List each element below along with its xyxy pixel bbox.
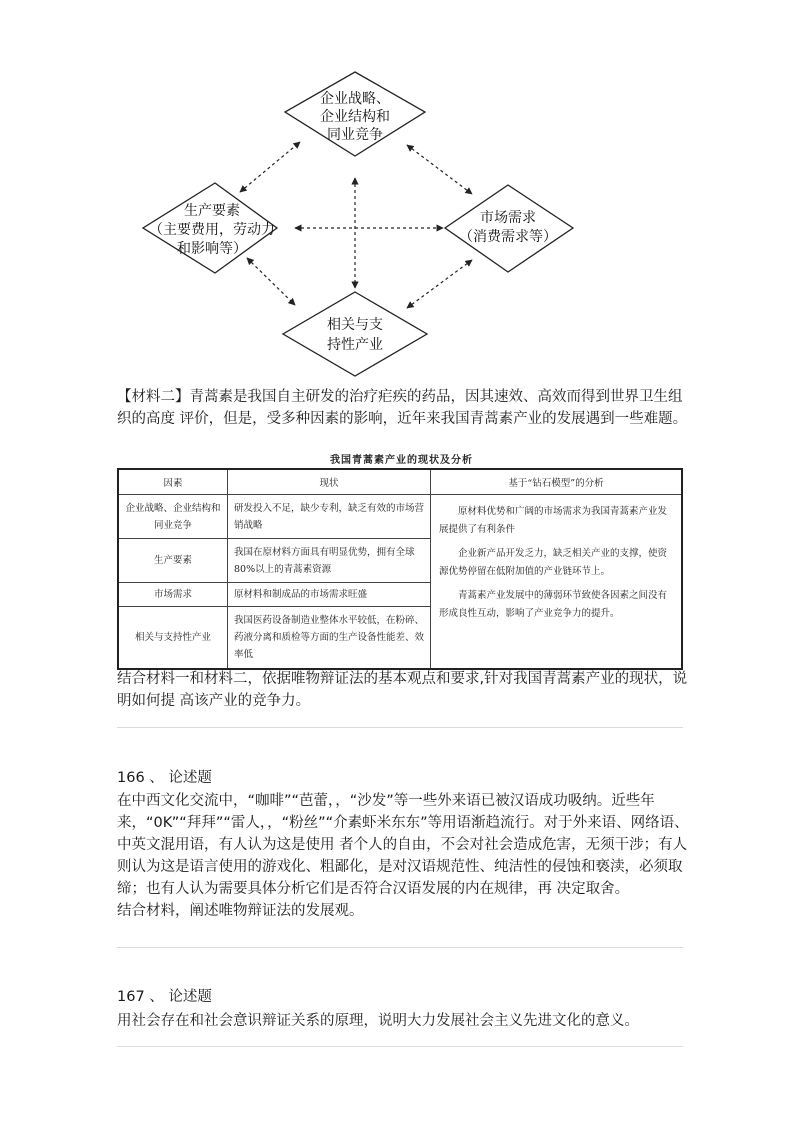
question-167-body [117, 1010, 689, 1032]
diamond-model-diagram [115, 70, 695, 390]
row-status: 我国医药设备制造业整体水平较低，在粉碎、药液分离和质检等方面的生产设备性能差、效率低 [228, 607, 431, 669]
row-factor: 市场需求 [118, 583, 228, 607]
diagram-left-line1: 生产要素 [184, 203, 240, 219]
question-167-header: 167 、 论述题 [117, 989, 212, 1005]
row-factor: 生产要素 [118, 539, 228, 583]
diagram-bottom-line2: 持性产业 [327, 337, 383, 353]
question-166-header: 166 、 论述题 [117, 770, 212, 786]
table-header-row [118, 469, 682, 495]
diagram-top-line3: 同业竞争 [327, 127, 383, 143]
section-divider [117, 727, 683, 728]
question-166-material: 在中西文化交流中，“咖啡”“芭蕾，，“沙发”等一些外来语已被汉语成功吸纳。近些年来，“0K”“拜拜”“雷人，，“粉丝”“介素虾米东东”等用语渐趋流行。对于外来语、网络语、中英文混用语，有人认为这是使用 者个人的自由，不会对社会造成危害，无须干涉；有人则认为这是语言使用的游戏化、粗鄙化，是对汉语规范性、纯洁性的侵蚀和亵渎，必须取缔；也有人认为需要具体分析它们是否符合汉语发展的内在规律，再 决定取舍。 [117, 793, 689, 897]
question-text: 结合材料一和材料二，依据唯物辩证法的基本观点和要求,针对我国青蒿素产业的现状，说明如何提 高该产业的竞争力。 [117, 671, 688, 709]
row-factor: 相关与支持性产业 [118, 607, 228, 669]
diagram-bottom-line1: 相关与支 [327, 317, 383, 333]
section-divider [117, 947, 683, 948]
diagram-right-line1: 市场需求 [480, 210, 536, 226]
material-two-paragraph [117, 386, 689, 430]
diamond-bottom [283, 292, 427, 376]
question-166-body [117, 790, 689, 922]
material-two-text: 【材料二】青蒿素是我国自主研发的治疗疟疾的药品，因其速效、高效而得到世界卫生组织的高度 评价，但是，受多种因素的影响，近年来我国青蒿素产业的发展遇到一些难题。 [117, 389, 688, 427]
diagram-top-line2: 企业结构和 [320, 109, 390, 125]
analysis-para: 原材料优势和广阔的市场需求为我国青蒿素产业发展提供了有利条件 [439, 506, 668, 535]
table-row [118, 495, 682, 539]
question-paragraph [117, 668, 689, 712]
section-divider [117, 1046, 683, 1047]
diagram-right-line2: （消费需求等） [459, 229, 557, 245]
header-factor: 因素 [118, 469, 228, 495]
header-status: 现状 [228, 469, 431, 495]
analysis-para: 青蒿素产业发展中的薄弱环节致使各因素之间没有形成良性互动，影响了产业竞争力的提升。 [439, 590, 668, 619]
diagram-top-line1: 企业战略、 [320, 91, 390, 107]
question-166-prompt: 结合材料，阐述唯物辩证法的发展观。 [117, 903, 364, 919]
row-status: 我国在原材料方面具有明显优势，拥有全球80%以上的青蒿素资源 [228, 539, 431, 583]
question-167-text: 用社会存在和社会意识辩证关系的原理，说明大力发展社会主义先进文化的意义。 [117, 1013, 639, 1029]
analysis-para: 企业新产品开发乏力，缺乏相关产业的支撑，使资源优势停留在低附加值的产业链环节上。 [439, 548, 668, 577]
diagram-left-line2: （主要费用，劳动力 [149, 222, 275, 238]
row-status: 原材料和制成品的市场需求旺盛 [228, 583, 431, 607]
header-analysis: 基于“钻石模型”的分析 [431, 469, 683, 495]
diagram-left-line3: 和影响等） [177, 241, 247, 257]
table-title: 我国青蒿素产业的现状及分析 [330, 455, 473, 466]
analysis-cell [431, 495, 683, 669]
row-factor: 企业战略、企业结构和同业竞争 [118, 495, 228, 539]
analysis-table [117, 468, 683, 670]
row-status: 研发投入不足，缺少专利，缺乏有效的市场营销战略 [228, 495, 431, 539]
